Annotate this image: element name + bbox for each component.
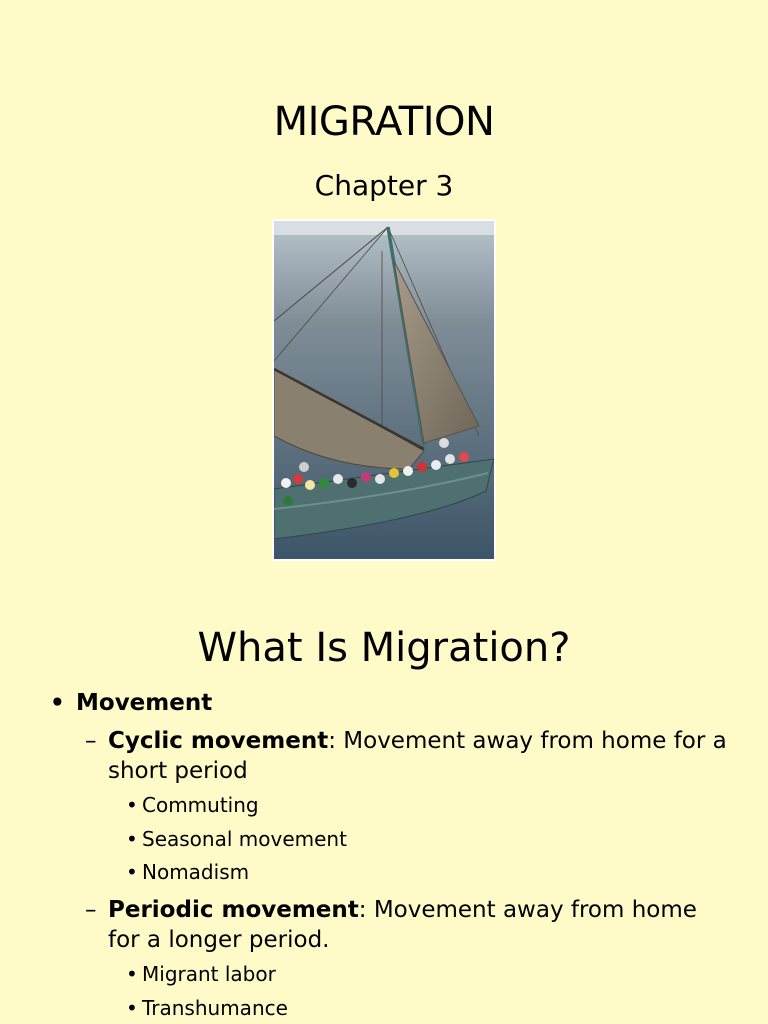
list-item-migrant-labor: Migrant labor xyxy=(142,962,276,986)
sailboat-photo-image xyxy=(274,221,494,559)
periodic-definition-cont: for a longer period. xyxy=(108,927,330,953)
sailboat-photo xyxy=(272,219,496,561)
list-item-commuting: Commuting xyxy=(142,793,259,817)
periodic-movement-line xyxy=(108,895,697,925)
list-item-nomadism: Nomadism xyxy=(142,860,250,884)
list-item-seasonal: Seasonal movement xyxy=(142,827,347,851)
periodic-definition: Movement away from home xyxy=(366,897,697,923)
dash-marker: – xyxy=(85,728,97,754)
bullet-marker: • xyxy=(126,996,138,1020)
slide-subtitle: Chapter 3 xyxy=(314,169,454,202)
bullet-marker: • xyxy=(126,962,138,986)
bullet-marker: • xyxy=(126,860,138,884)
bullet-marker: • xyxy=(126,793,138,817)
periodic-colon: : xyxy=(358,897,367,923)
bullet-marker: • xyxy=(50,690,65,716)
section-heading: What Is Migration? xyxy=(197,625,571,671)
dash-marker: – xyxy=(85,897,97,923)
periodic-term: Periodic movement xyxy=(108,897,359,923)
cyclic-definition-cont: short period xyxy=(108,758,248,784)
cyclic-movement-line xyxy=(108,726,727,756)
bullet-marker: • xyxy=(126,827,138,851)
bullet-movement: Movement xyxy=(76,690,213,716)
cyclic-definition: Movement away from home for a xyxy=(335,728,727,754)
list-item-transhumance: Transhumance xyxy=(142,996,288,1020)
cyclic-colon: : xyxy=(328,728,336,754)
slide-title: MIGRATION xyxy=(273,99,495,145)
cyclic-term: Cyclic movement xyxy=(108,728,329,754)
